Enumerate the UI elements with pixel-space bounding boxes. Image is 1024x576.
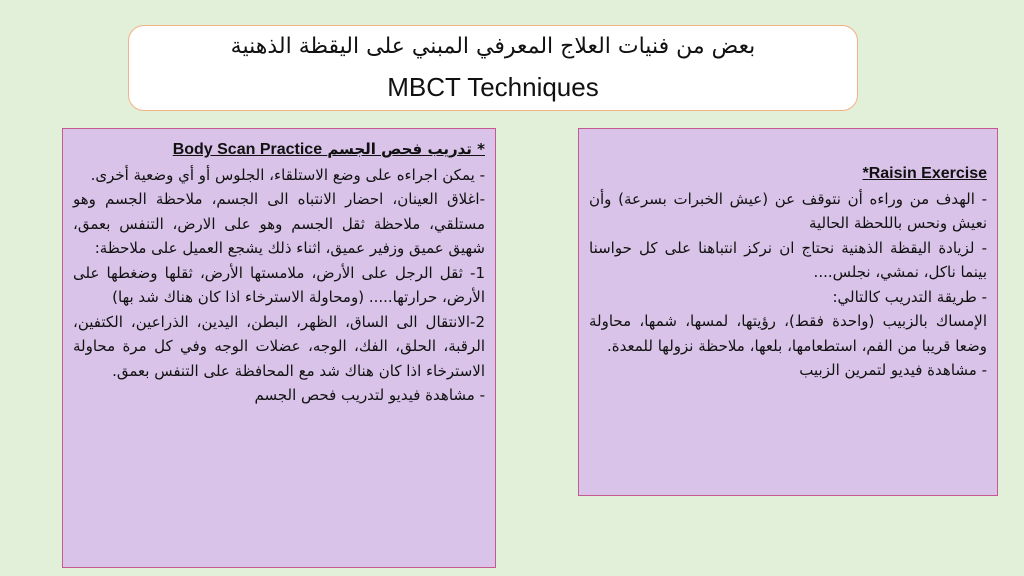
raisin-line-2: - لزيادة اليقظة الذهنية نحتاج ان نركز انتباهنا على كل حواسنا بينما ناكل، نمشي، نجلس.... [589,238,987,281]
body-scan-panel [62,128,496,568]
body-scan-line-1: - يمكن اجراءه على وضع الاستلقاء، الجلوس أو أي وضعية أخرى. [90,165,485,184]
body-scan-heading-arabic: * تدريب فحص الجسم [327,140,485,158]
raisin-exercise-heading-text: Raisin Exercise* [862,165,987,182]
raisin-exercise-panel [578,128,998,496]
body-scan-line-5: - مشاهدة فيديو لتدريب فحص الجسم [254,386,485,404]
raisin-line-5: - مشاهدة فيديو لتمرين الزبيب [799,361,987,379]
body-scan-heading [73,137,485,163]
title-arabic: بعض من فنيات العلاج المعرفي المبني على اليقظة الذهنية [230,34,756,59]
raisin-exercise-heading [589,161,987,187]
body-scan-line-3: 1- ثقل الرجل على الأرض، ملامستها الأرض، ثقلها وضغطها على الأرض، حرارتها..... (ومحاولة الاسترخاء اذا كان هناك شد بها) [73,263,485,306]
raisin-line-1: - الهدف من وراءه أن نتوقف عن (عيش الخبرات بسرعة) وأن نعيش ونحس باللحظة الحالية [589,189,987,232]
body-scan-heading-english: Body Scan Practice [172,141,323,158]
body-scan-line-2: -اغلاق العينان، احضار الانتباه الى الجسم، ملاحظة الجسم وهو مستلقي، ملاحظة ثقل الجسم وهو على الارض، التنفس بعمق، شهيق عميق وزفير عميق، اثناء ذلك يشجع العميل على ملاحظة: [73,190,485,257]
raisin-line-4: الإمساك بالزبيب (واحدة فقط)، رؤيتها، لمسها، شمها، محاولة وضعا قريبا من الفم، استطعامها، بلعها، ملاحظة نزولها للمعدة. [589,312,987,355]
raisin-line-3: - طريقة التدريب كالتالي: [832,287,987,306]
title-english: MBCT Techniques [387,72,599,102]
body-scan-line-4: 2-الانتقال الى الساق، الظهر، البطن، اليدين، الذراعين، الكتفين، الرقبة، الحلق، الفك، الوجه، عضلات الوجه وفي كل مرة محاولة الاسترخاء اذا كان هناك شد مع المحافظة على التنفس بعمق. [73,312,485,380]
title-box [128,25,858,111]
